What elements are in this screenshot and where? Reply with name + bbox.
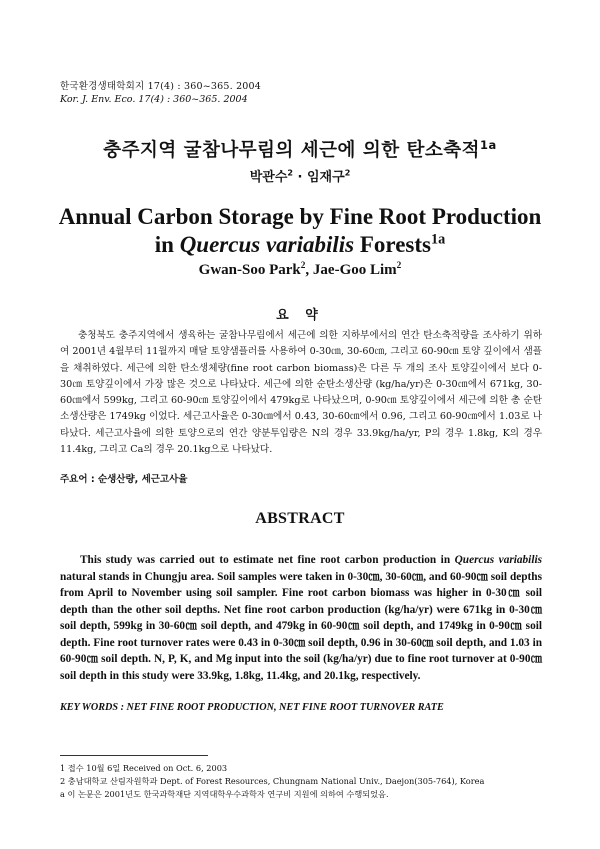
footnote-divider bbox=[60, 755, 208, 756]
journal-citation-korean: 한국환경생태학회지 17(4) : 360~365. 2004 bbox=[60, 81, 262, 92]
korean-summary-body: 충청북도 충주지역에서 생육하는 굴참나무림에서 세근에 의한 지하부에서의 연간 탄소축적량을 조사하기 위하여 2001년 4월부터 11월까지 매달 토양샘플러를 사용하여 0-30㎝, 30-60㎝, 그리고 60-90㎝ 토양 깊이에서 샘플을 채취하였다. 세근에 의한 탄소생체량(fine root carbon biomass)은 다른 두 개의 조사 토양깊이에서 보다 0-30㎝ 토양깊이에서 가장 많은 것으로 나타났다. 세근에 의한 순탄소생산량 (kg/ha/yr)은 0-30㎝에서 671kg, 30-60㎝에서 599kg, 그리고 60-90㎝ 토양깊이에서 479kg로 나타났으며, 0-90㎝ 토양깊이에서 세근에 의한 총 순탄소생산량은 1749kg 이었다. 세근고사율은 0-30㎝에서 0.43, 30-60㎝에서 0.96, 그리고 60-90㎝에서 1.03로 나타났다. 세근고사율에 의한 토양으로의 연간 양분투입량은 N의 경우 33.9kg/ha/yr, P의 경우 1.8kg, K의 경우 11.4kg, 그리고 Ca의 경우 20.1kg으로 나타났다. bbox=[60, 330, 542, 456]
korean-author-2: 임재구 bbox=[307, 170, 345, 185]
korean-title-text: 충주지역 굴참나무림의 세근에 의한 탄소축적 bbox=[103, 140, 481, 161]
english-author-separator: , bbox=[305, 262, 313, 278]
korean-keywords-label: 주요어 : bbox=[60, 474, 98, 485]
korean-author-separator: · bbox=[293, 170, 307, 185]
korean-author-1: 박관수 bbox=[249, 170, 288, 185]
korean-title bbox=[0, 136, 600, 162]
korean-authors bbox=[0, 166, 600, 185]
english-title-species: Quercus variabilis bbox=[179, 232, 355, 257]
english-author-2-mark: 2 bbox=[396, 261, 402, 271]
footnote-funding: a 이 논문은 2001년도 한국과학재단 지역대학우수과학자 연구비 지원에 의하여 수행되었음. bbox=[60, 789, 389, 799]
english-title bbox=[0, 203, 600, 259]
english-title-line-2 bbox=[0, 231, 600, 259]
abstract-heading: ABSTRACT bbox=[255, 510, 345, 527]
abstract-text-1: This study was carried out to estimate net fine root carbon production in bbox=[80, 554, 455, 566]
english-authors bbox=[0, 262, 600, 279]
english-title-line-2-pre: in bbox=[154, 232, 180, 257]
korean-keywords-text: 순생산량, 세근고사율 bbox=[97, 474, 188, 485]
english-title-line-1: Annual Carbon Storage by Fine Root Production bbox=[58, 204, 542, 229]
english-author-2: Jae-Goo Lim bbox=[312, 262, 397, 278]
abstract-text-2: natural stands in Chungju area. Soil samples were taken in 0-30㎝, 30-60㎝, and 60-90㎝ soil depths from April to November using soil sampler. Fine root carbon biomass was higher in 0-30㎝ soil depth than the other soil depths. Net fine root carbon production (kg/ha/yr) were 671kg in 0-30㎝ soil depth, 599kg in 30-60㎝ soil depth, and 479kg in 60-90㎝ soil depth, and 1749kg in 0-90㎝ soil depth. Fine root turnover rates were 0.43 in 0-30㎝ soil depth, 0.96 in 30-60㎝ soil depth, and 1.03 in 60-90㎝ soil depth. N, P, K, and Mg input into the soil (kg/ha/yr) due to fine root turnover at 0-90㎝ soil depth in this study were 33.9kg, 1.8kg, 11.4kg, and 20.1kg, respectively. bbox=[60, 570, 542, 682]
english-title-footnote-mark: 1a bbox=[431, 231, 446, 248]
footnote-affiliation: 2 충남대학교 산림자원학과 Dept. of Forest Resources, Chungnam National Univ., Daejon(305-764), Korea bbox=[60, 776, 485, 786]
abstract-body bbox=[60, 552, 542, 684]
korean-author-1-mark: 2 bbox=[287, 168, 293, 178]
korean-title-footnote-mark: 1a bbox=[480, 137, 497, 152]
korean-author-2-mark: 2 bbox=[344, 168, 351, 178]
korean-summary-heading: 요 약 bbox=[276, 308, 324, 323]
korean-keywords bbox=[60, 471, 187, 485]
journal-citation-english: Kor. J. Env. Eco. 17(4) : 360~365. 2004 bbox=[60, 94, 248, 105]
english-keywords: KEY WORDS : NET FINE ROOT PRODUCTION, NET FINE ROOT TURNOVER RATE bbox=[60, 702, 444, 713]
english-author-1: Gwan-Soo Park bbox=[198, 262, 301, 278]
english-title-line-2-post: Forests bbox=[354, 232, 431, 257]
footnote-received: 1 접수 10월 6일 Received on Oct. 6, 2003 bbox=[60, 763, 228, 773]
abstract-species: Quercus variabilis bbox=[454, 554, 542, 566]
english-author-1-mark: 2 bbox=[300, 261, 306, 271]
